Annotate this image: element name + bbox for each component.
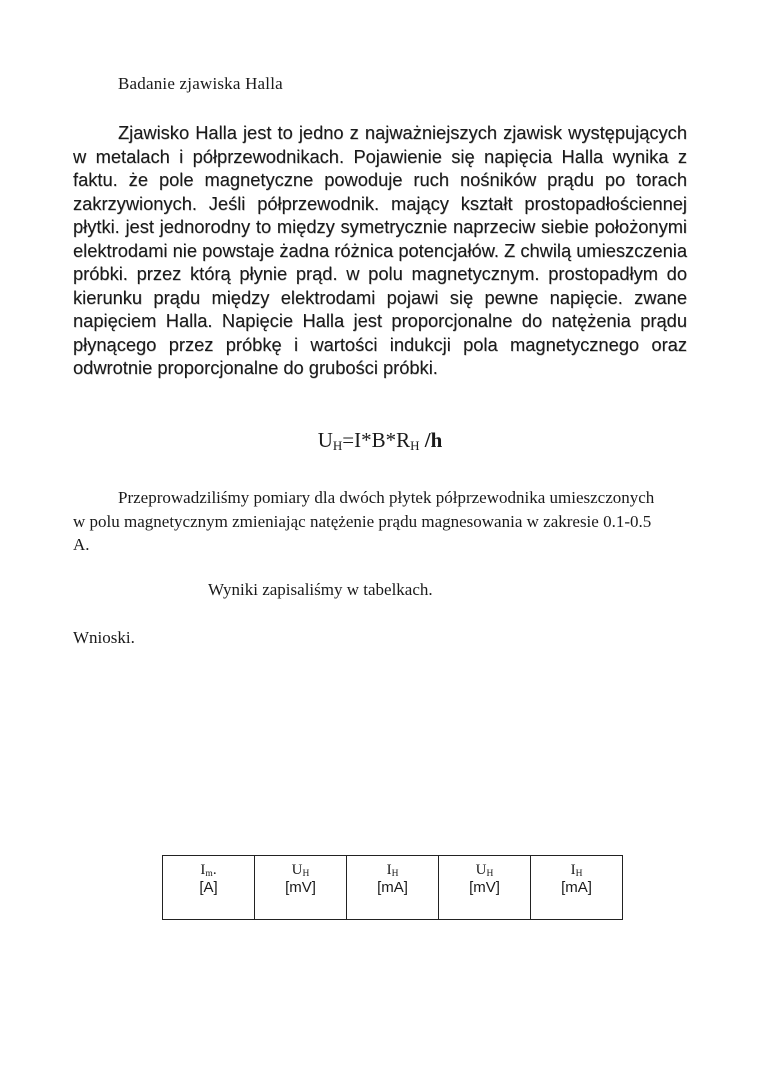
table-header-row xyxy=(163,856,623,920)
document-title: Badanie zjawiska Halla xyxy=(118,74,283,93)
column-symbol-subscript: H xyxy=(391,869,399,879)
table-header-cell xyxy=(439,856,531,920)
intro-paragraph: Zjawisko Halla jest to jedno z najważniejszych zjawisk występujących w metalach i półprzewodnikach. Pojawienie się napięcia Halla wynika z faktu. że pole magnetyczne powoduje ruch nośników prądu po torach zakrzywionych. Jeśli półprzewodnik. mający kształt prostopadłościennej płytki. jest jednorodny to między symetrycznie naprzeciw siebie położonymi elektrodami nie powstaje żadna różnica potencjałów. Z chwilą umieszczenia próbki. przez którą płynie prąd. w polu magnetycznym. prostopadłym do kierunku prądu między elektrodami pojawi się pewne napięcie. zwane napięciem Halla. Napięcie Halla jest proporcjonalne do natężenia prądu płynącego przez próbkę i wartości indukcji pola magnetycznego oraz odwrotnie proporcjonalne do grubości próbki. xyxy=(73,122,687,378)
column-symbol: U xyxy=(475,862,487,878)
column-symbol: I xyxy=(200,862,206,878)
table-header-cell xyxy=(531,856,623,920)
results-note: Wyniki zapisaliśmy w tabelkach. xyxy=(208,580,433,599)
formula-u-subscript: H xyxy=(332,438,343,453)
column-symbol: I xyxy=(570,862,576,878)
column-symbol: U xyxy=(291,862,303,878)
column-unit: [mV] xyxy=(469,879,500,896)
column-symbol-subscript: H xyxy=(486,869,494,879)
formula-u: U xyxy=(317,428,333,452)
column-symbol-subscript: m xyxy=(205,869,213,879)
column-symbol: I xyxy=(386,862,392,878)
hall-voltage-formula xyxy=(0,428,760,453)
results-table xyxy=(162,855,623,920)
formula-r-subscript: H xyxy=(410,438,420,453)
column-unit: [mA] xyxy=(561,879,592,896)
conclusions-heading: Wnioski. xyxy=(73,628,135,647)
column-unit: [A] xyxy=(199,879,218,896)
table-header-cell xyxy=(255,856,347,920)
column-symbol-subscript: H xyxy=(575,869,583,879)
table-header-cell xyxy=(163,856,255,920)
formula-tail: /h xyxy=(419,428,443,452)
column-unit: [mA] xyxy=(377,879,408,896)
column-unit: [mV] xyxy=(285,879,316,896)
method-paragraph: Przeprowadziliśmy pomiary dla dwóch płytek półprzewodnika umieszczonych w polu magnetycznym zmieniając natężenie prądu magnesowania w zakresie 0.1-0.5 A. xyxy=(73,488,655,554)
table-header-cell xyxy=(347,856,439,920)
column-symbol-subscript: H xyxy=(302,869,310,879)
formula-middle: =I*B*R xyxy=(342,428,411,452)
column-symbol-suffix: . xyxy=(212,862,217,878)
